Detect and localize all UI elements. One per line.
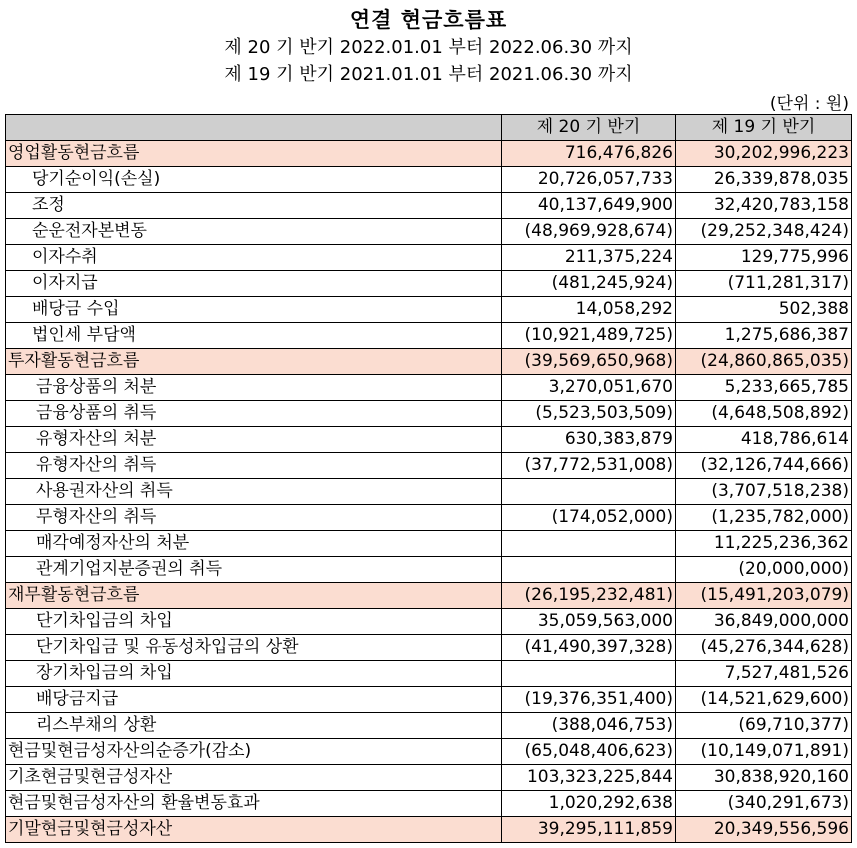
table-row	[6, 453, 852, 479]
value-current-period: 35,059,563,000	[502, 609, 676, 635]
value-current-period: 20,726,057,733	[502, 167, 676, 193]
row-label: 현금및현금성자산의순증가(감소)	[6, 739, 502, 765]
table-row	[6, 661, 852, 687]
table-row	[6, 219, 852, 245]
value-prior-period: 30,838,920,160	[676, 765, 852, 791]
value-current-period: (481,245,924)	[502, 271, 676, 297]
value-prior-period: (29,252,348,424)	[676, 219, 852, 245]
value-current-period	[502, 557, 676, 583]
table-row	[6, 349, 852, 375]
value-current-period: (41,490,397,328)	[502, 635, 676, 661]
value-current-period: 1,020,292,638	[502, 791, 676, 817]
row-label: 유형자산의 처분	[6, 427, 502, 453]
table-row	[6, 609, 852, 635]
table-row	[6, 713, 852, 739]
row-label: 영업활동현금흐름	[6, 141, 502, 167]
value-prior-period: 30,202,996,223	[676, 141, 852, 167]
row-label: 기초현금및현금성자산	[6, 765, 502, 791]
value-current-period: (5,523,503,509)	[502, 401, 676, 427]
value-current-period: 716,476,826	[502, 141, 676, 167]
row-label: 이자수취	[6, 245, 502, 271]
value-current-period: 3,270,051,670	[502, 375, 676, 401]
row-label: 관계기업지분증권의 취득	[6, 557, 502, 583]
table-row	[6, 375, 852, 401]
row-label: 리스부채의 상환	[6, 713, 502, 739]
table-row	[6, 791, 852, 817]
row-label: 법인세 부담액	[6, 323, 502, 349]
value-prior-period: 5,233,665,785	[676, 375, 852, 401]
value-prior-period: (45,276,344,628)	[676, 635, 852, 661]
value-current-period: 14,058,292	[502, 297, 676, 323]
row-label: 금융상품의 취득	[6, 401, 502, 427]
value-prior-period: 418,786,614	[676, 427, 852, 453]
value-prior-period: (32,126,744,666)	[676, 453, 852, 479]
row-label: 단기차입금의 차입	[6, 609, 502, 635]
value-current-period: 211,375,224	[502, 245, 676, 271]
row-label: 사용권자산의 취득	[6, 479, 502, 505]
value-current-period: 630,383,879	[502, 427, 676, 453]
header-prior-period: 제 19 기 반기	[676, 115, 852, 141]
period-prior: 제 19 기 반기 2021.01.01 부터 2021.06.30 까지	[224, 64, 633, 85]
value-current-period: (39,569,650,968)	[502, 349, 676, 375]
row-label: 기말현금및현금성자산	[6, 817, 502, 843]
row-label: 배당금 수입	[6, 297, 502, 323]
row-label: 매각예정자산의 처분	[6, 531, 502, 557]
table-row	[6, 427, 852, 453]
value-prior-period: 20,349,556,596	[676, 817, 852, 843]
value-prior-period: 26,339,878,035	[676, 167, 852, 193]
value-current-period: (10,921,489,725)	[502, 323, 676, 349]
unit-label: (단위 : 원)	[769, 94, 849, 114]
value-prior-period: (3,707,518,238)	[676, 479, 852, 505]
statement-title: 연결 현금흐름표	[349, 8, 508, 32]
header-item	[6, 115, 502, 141]
row-label: 순운전자본변동	[6, 219, 502, 245]
row-label: 배당금지급	[6, 687, 502, 713]
value-prior-period: (340,291,673)	[676, 791, 852, 817]
table-row	[6, 505, 852, 531]
table-row	[6, 557, 852, 583]
row-label: 투자활동현금흐름	[6, 349, 502, 375]
value-current-period: (388,046,753)	[502, 713, 676, 739]
row-label: 이자지급	[6, 271, 502, 297]
value-current-period	[502, 661, 676, 687]
value-prior-period: (4,648,508,892)	[676, 401, 852, 427]
value-current-period: 40,137,649,900	[502, 193, 676, 219]
table-row	[6, 271, 852, 297]
value-current-period: (48,969,928,674)	[502, 219, 676, 245]
value-prior-period: (711,281,317)	[676, 271, 852, 297]
value-prior-period: (1,235,782,000)	[676, 505, 852, 531]
row-label: 유형자산의 취득	[6, 453, 502, 479]
row-label: 조정	[6, 193, 502, 219]
table-header-row	[6, 115, 852, 141]
value-current-period	[502, 479, 676, 505]
table-row	[6, 401, 852, 427]
value-prior-period: 1,275,686,387	[676, 323, 852, 349]
table-row	[6, 193, 852, 219]
value-prior-period: (69,710,377)	[676, 713, 852, 739]
table-row	[6, 817, 852, 843]
table-row	[6, 479, 852, 505]
value-prior-period: 502,388	[676, 297, 852, 323]
table-row	[6, 245, 852, 271]
cash-flow-table	[5, 114, 852, 843]
header-current-period: 제 20 기 반기	[502, 115, 676, 141]
table-row	[6, 323, 852, 349]
table-row	[6, 531, 852, 557]
table-row	[6, 635, 852, 661]
row-label: 장기차입금의 차입	[6, 661, 502, 687]
value-prior-period: (15,491,203,079)	[676, 583, 852, 609]
table-row	[6, 583, 852, 609]
table-row	[6, 765, 852, 791]
value-prior-period: 7,527,481,526	[676, 661, 852, 687]
value-prior-period: (14,521,629,600)	[676, 687, 852, 713]
value-current-period: (19,376,351,400)	[502, 687, 676, 713]
table-row	[6, 141, 852, 167]
table-row	[6, 167, 852, 193]
value-prior-period: (20,000,000)	[676, 557, 852, 583]
value-current-period: 39,295,111,859	[502, 817, 676, 843]
table-row	[6, 297, 852, 323]
value-prior-period: 32,420,783,158	[676, 193, 852, 219]
row-label: 무형자산의 취득	[6, 505, 502, 531]
row-label: 현금및현금성자산의 환율변동효과	[6, 791, 502, 817]
value-prior-period: 129,775,996	[676, 245, 852, 271]
value-current-period: (37,772,531,008)	[502, 453, 676, 479]
value-current-period	[502, 531, 676, 557]
row-label: 금융상품의 처분	[6, 375, 502, 401]
value-prior-period: (24,860,865,035)	[676, 349, 852, 375]
value-prior-period: 36,849,000,000	[676, 609, 852, 635]
value-current-period: (174,052,000)	[502, 505, 676, 531]
table-row	[6, 739, 852, 765]
row-label: 재무활동현금흐름	[6, 583, 502, 609]
value-current-period: 103,323,225,844	[502, 765, 676, 791]
value-current-period: (26,195,232,481)	[502, 583, 676, 609]
row-label: 단기차입금 및 유동성차입금의 상환	[6, 635, 502, 661]
value-prior-period: 11,225,236,362	[676, 531, 852, 557]
value-current-period: (65,048,406,623)	[502, 739, 676, 765]
value-prior-period: (10,149,071,891)	[676, 739, 852, 765]
period-current: 제 20 기 반기 2022.01.01 부터 2022.06.30 까지	[224, 37, 633, 58]
row-label: 당기순이익(손실)	[6, 167, 502, 193]
table-body	[6, 141, 852, 843]
table-row	[6, 687, 852, 713]
